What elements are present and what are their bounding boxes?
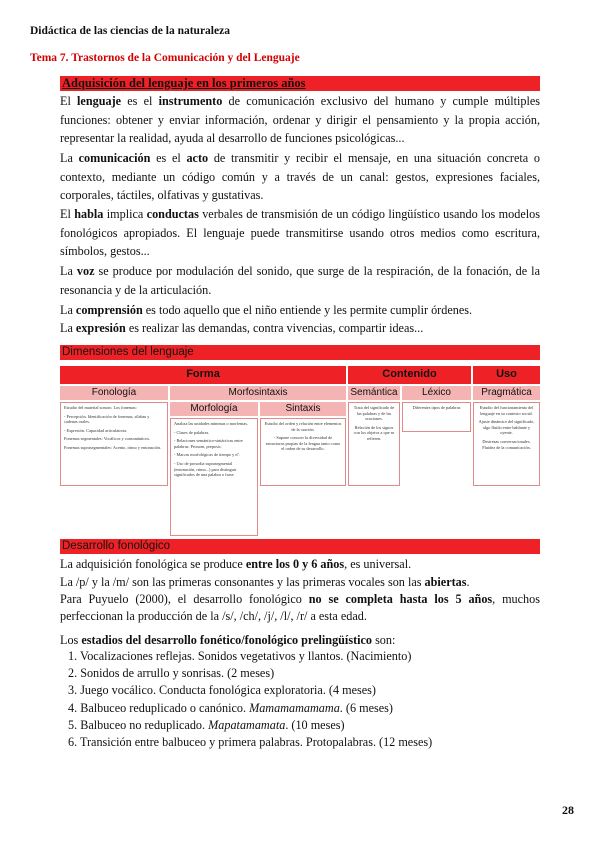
pragmatica-content: Estudio del funcionamiento del lenguaje en su contexto social. Ajuste dinámico del significado, algo fluido entre hablante y oyente. Destrezas conversacionales. Fluidez de la comunicación. — [473, 402, 540, 486]
subheader-sintaxis: Sintaxis — [260, 402, 346, 416]
list-item: 4. Balbuceo reduplicado o canónico. Mamamamamama. (6 meses) — [68, 700, 393, 715]
chapter-title: Tema 7. Trastornos de la Comunicación y del Lenguaje — [30, 52, 300, 64]
paragraph-expresion: La expresión es realizar las demandas, contra vivencias, compartir ideas... — [60, 321, 424, 335]
list-item: 1. Vocalizaciones reflejas. Sonidos vegetativos y llantos. (Nacimiento) — [68, 649, 412, 663]
subheader-fonologia: Fonología — [60, 386, 168, 400]
subheader-pragmatica: Pragmática — [473, 386, 540, 400]
fonologia-content: Estudio del material sonoro. Los fonemas: - Percepción. Identificación de fonemas, sílabas y cadenas orales. - Expresión. Capacidad articulatoria. Fonemas segmentales: Vocálicos y consonánticos. Fonemas suprasegmentales: Acento, ritmo y entonación. — [60, 402, 168, 486]
section-heading-desarrollo: Desarrollo fonológico — [60, 539, 540, 554]
line-puyuelo: Para Puyuelo (2000), el desarrollo fonológico no se completa hasta los 5 años, muchos perfeccionan la producción de la /s/, /ch/, /j/, /l/, /r/ a esta edad. — [60, 592, 540, 623]
section-heading-dimensiones: Dimensiones del lenguaje — [60, 345, 540, 360]
header-contenido: Contenido — [348, 366, 471, 384]
line-estadios-intro: Los estadios del desarrollo fonético/fonológico prelingüístico son: — [60, 633, 396, 647]
list-item: 3. Juego vocálico. Conducta fonológica exploratoria. (4 meses) — [68, 683, 376, 698]
paragraph-lenguaje: El lenguaje es el instrumento de comunicación exclusivo del humano y cumple múltiples funciones: obtener y enviar información, ordenar y dirigir el pensamiento y la propia acción, representar la realidad, ayuda al desarrollo de funciones psicológicas... — [60, 94, 540, 146]
stages-list — [68, 648, 432, 751]
subheader-morfosintaxis: Morfosintaxis — [170, 386, 346, 400]
lexico-content: Diferentes tipos de palabras — [402, 402, 471, 432]
sintaxis-content: Estudio del orden y relación entre elementos de la oración. - Supone conocer la diversidad de estructuras propias de la lengua tanto como el orden de su desarrollo. — [260, 418, 346, 486]
morfologia-content: Analiza las unidades mínimas o morfemas. - Clases de palabras. - Relaciones semántico-sintácticas entre palabras: Pronom, preposic. - Marcas morfológicas de tiempo y nº. - Uso de prosodia suprasegmental (entonación, ritmo...) para distinguir significados de una palabra o frase. — [170, 418, 258, 536]
paragraph-comunicacion: La comunicación es el acto de transmitir y recibir el mensaje, en una situación concreta o contexto, mediante un código común y a través de un canal: gestos, expresiones faciales, corporales, táctiles, olfativas y gustativas. — [60, 151, 540, 203]
list-item: 6. Transición entre balbuceo y primera palabras. Protopalabras. (12 meses) — [68, 735, 433, 750]
section-heading-adquisicion: Adquisición del lenguaje en los primeros años — [60, 76, 540, 91]
paragraph-voz: La voz se produce por modulación del sonido, que surge de la respiración, de la fonación, de la resonancia y de la articulación. — [60, 264, 540, 297]
course-title: Didáctica de las ciencias de la naturaleza — [30, 25, 230, 37]
page-number: 28 — [562, 803, 574, 817]
subheader-morfologia: Morfología — [170, 402, 258, 416]
header-uso: Uso — [473, 366, 540, 384]
paragraph-habla: El habla implica conductas verbales de transmisión de un código lingüístico usando los modelos fonológicos apropiados. El lenguaje puede transmitirse usando otros medios como escritura, símbolos, gestos... — [60, 207, 540, 259]
list-item: 5. Balbuceo no reduplicado. Mapatamamata. (10 meses) — [68, 717, 345, 732]
subheader-semantica: Semántica — [348, 386, 400, 400]
list-item: 2. Sonidos de arrullo y sonrisas. (2 meses) — [68, 666, 275, 681]
dimensions-table — [60, 364, 540, 536]
header-forma: Forma — [60, 366, 346, 384]
paragraph-comprension: La comprensión es todo aquello que el niño entiende y les permite cumplir órdenes. — [60, 303, 473, 317]
subheader-lexico: Léxico — [402, 386, 471, 400]
semantica-content: Trata del significado de las palabras y de las oraciones. Relación de los signos con los objetos a que se refieren. — [348, 402, 400, 486]
line-consonantes: La /p/ y la /m/ son las primeras consonantes y las primeras vocales son las abiertas. — [60, 575, 470, 589]
line-adquisicion: La adquisición fonológica se produce entre los 0 y 6 años, es universal. — [60, 557, 412, 571]
